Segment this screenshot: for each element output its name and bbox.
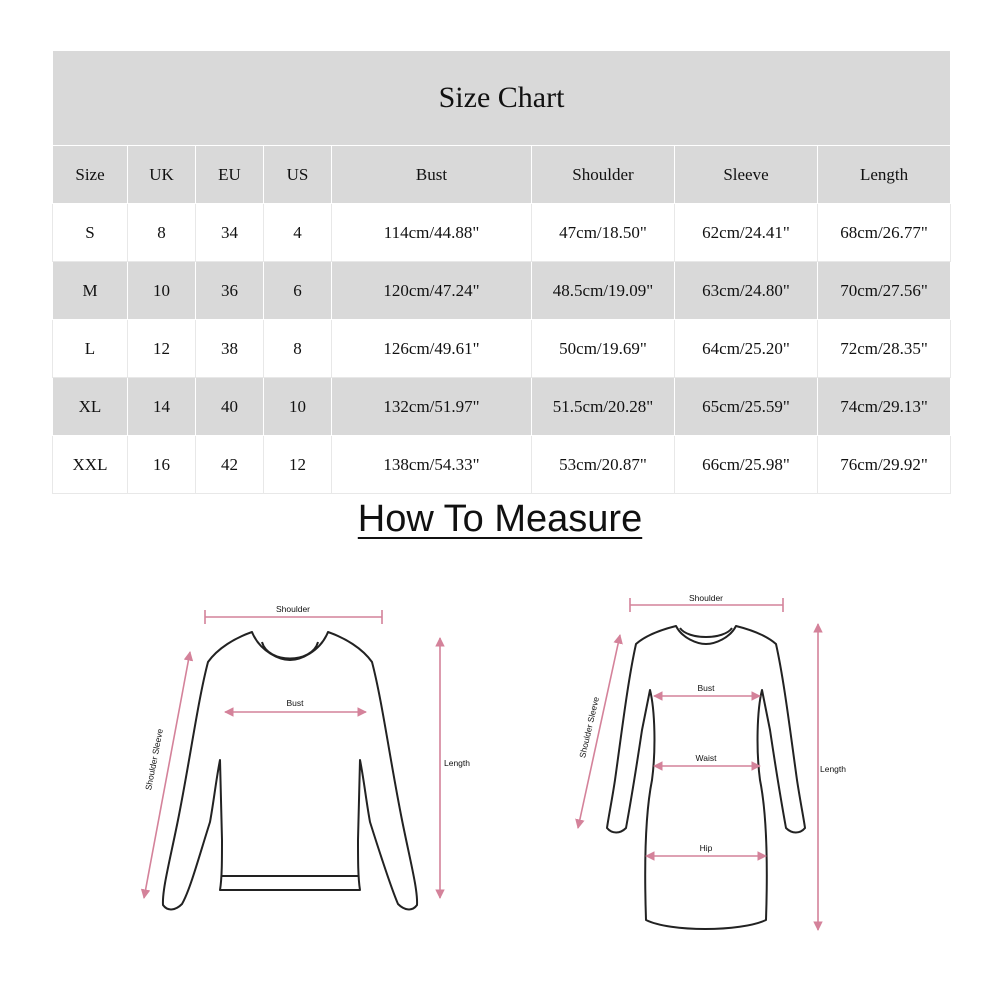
dress-neckline (680, 628, 732, 637)
size-chart-title: Size Chart (53, 51, 951, 146)
dress-illustration (607, 626, 805, 929)
sweater-shoulder-label: Shoulder (275, 604, 311, 614)
sweater-bust-label: Bust (286, 698, 304, 708)
column-header-length: Length (818, 146, 951, 204)
table-cell: 70cm/27.56" (818, 262, 951, 320)
column-header-shoulder: Shoulder (532, 146, 675, 204)
table-cell: XL (53, 378, 128, 436)
table-header-row (53, 146, 951, 204)
table-cell: 62cm/24.41" (675, 204, 818, 262)
table-cell: S (53, 204, 128, 262)
dress-sleeve-label: Shoulder Sleeve (577, 695, 601, 759)
table-cell: 16 (128, 436, 196, 494)
table-cell: 74cm/29.13" (818, 378, 951, 436)
table-cell: 34 (196, 204, 264, 262)
table-cell: XXL (53, 436, 128, 494)
how-to-measure-heading (0, 498, 1000, 541)
table-cell: 76cm/29.92" (818, 436, 951, 494)
sweater-outline (163, 632, 417, 909)
table-row (53, 262, 951, 320)
table-cell: 47cm/18.50" (532, 204, 675, 262)
table-cell: 63cm/24.80" (675, 262, 818, 320)
table-cell: 38 (196, 320, 264, 378)
table-cell: 53cm/20.87" (532, 436, 675, 494)
column-header-bust: Bust (332, 146, 532, 204)
table-cell: 10 (264, 378, 332, 436)
table-cell: 51.5cm/20.28" (532, 378, 675, 436)
table-row (53, 320, 951, 378)
table-cell: 50cm/19.69" (532, 320, 675, 378)
dress-waist-label: Waist (695, 753, 717, 763)
table-cell: 40 (196, 378, 264, 436)
table-cell: 48.5cm/19.09" (532, 262, 675, 320)
sweater-sleeve-label: Shoulder Sleeve (143, 727, 165, 792)
dress-bust-label: Bust (697, 683, 715, 693)
table-row (53, 204, 951, 262)
dress-hip-label: Hip (699, 843, 713, 853)
dress-outline (607, 626, 805, 929)
table-cell: 114cm/44.88" (332, 204, 532, 262)
column-header-sleeve: Sleeve (675, 146, 818, 204)
size-chart-table (52, 50, 951, 494)
table-cell: 42 (196, 436, 264, 494)
table-cell: 8 (264, 320, 332, 378)
table-cell: 10 (128, 262, 196, 320)
column-header-eu: EU (196, 146, 264, 204)
sweater-collar (262, 642, 318, 659)
table-cell: 120cm/47.24" (332, 262, 532, 320)
table-cell: 64cm/25.20" (675, 320, 818, 378)
size-chart (52, 50, 950, 494)
table-cell: 12 (128, 320, 196, 378)
column-header-size: Size (53, 146, 128, 204)
table-cell: 36 (196, 262, 264, 320)
table-cell: 4 (264, 204, 332, 262)
dress-measure-lines (578, 598, 818, 930)
table-row (53, 378, 951, 436)
table-cell: 66cm/25.98" (675, 436, 818, 494)
table-row (53, 436, 951, 494)
table-cell: 126cm/49.61" (332, 320, 532, 378)
measurement-illustrations (0, 560, 1000, 980)
how-to-measure-title: How To Measure (357, 498, 643, 540)
table-cell: 72cm/28.35" (818, 320, 951, 378)
sweater-length-label: Length (444, 758, 470, 768)
size-chart-title-row (53, 51, 951, 146)
table-cell: M (53, 262, 128, 320)
table-cell: 14 (128, 378, 196, 436)
table-cell: 68cm/26.77" (818, 204, 951, 262)
table-cell: 12 (264, 436, 332, 494)
table-cell: 138cm/54.33" (332, 436, 532, 494)
table-cell: L (53, 320, 128, 378)
column-header-uk: UK (128, 146, 196, 204)
dress-length-label: Length (820, 764, 846, 774)
table-cell: 65cm/25.59" (675, 378, 818, 436)
table-cell: 6 (264, 262, 332, 320)
sweater-measure-lines (144, 610, 440, 898)
table-cell: 132cm/51.97" (332, 378, 532, 436)
table-cell: 8 (128, 204, 196, 262)
sweater-illustration (163, 632, 417, 909)
column-header-us: US (264, 146, 332, 204)
dress-shoulder-label: Shoulder (688, 593, 724, 603)
